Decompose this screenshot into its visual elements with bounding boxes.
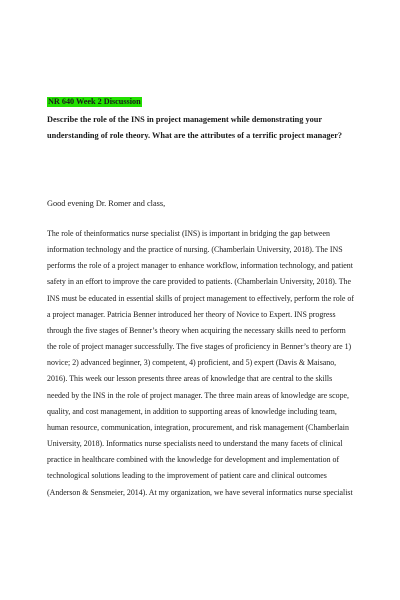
body-paragraph — [47, 226, 359, 501]
body-line: The role of theinformatics nurse specialist (INS) is important in bridging the gap between — [47, 229, 330, 238]
body-line: needed by the INS in the role of project manager. The three main areas of knowledge are scope, — [47, 390, 349, 400]
body-line: the role of project manager successfully. The five stages of proficiency in Benner’s theory are 1) — [47, 342, 352, 352]
document-title: NR 640 Week 2 Discussion — [48, 97, 141, 106]
body-line: novice; 2) advanced beginner, 3) competent, 4) proficient, and 5) expert (Davis & Maisano, — [47, 358, 337, 368]
body-line: human resource, communication, integration, procurement, and risk management (Chamberlain — [47, 422, 349, 432]
body-line: INS must be educated in essential skills of project management to effectively, perform the role of — [47, 293, 354, 303]
body-line: technological solutions leading to the improvement of patient care and clinical outcomes — [47, 471, 327, 481]
body-line: a project manager. Patricia Benner introduced her theory of Novice to Expert. INS progress — [47, 309, 336, 319]
greeting-text: Good evening Dr. Romer and class, — [47, 199, 166, 208]
discussion-prompt — [47, 112, 367, 143]
prompt-line: understanding of role theory. What are the attributes of a terrific project manager? — [47, 130, 343, 140]
body-line: quality, and cost management, in addition to supporting areas of knowledge including team, — [47, 406, 337, 416]
prompt-line: Describe the role of the INS in project management while demonstrating your — [47, 115, 323, 124]
body-line: (Anderson & Sensmeier, 2014). At my organization, we have several informatics nurse specialist — [47, 487, 353, 497]
body-line: 2016). This week our lesson presents three areas of knowledge that are central to the skills — [47, 374, 333, 384]
body-line: information technology and the practice of nursing. (Chamberlain University, 2018). The INS — [47, 245, 343, 255]
body-line: performs the role of a project manager to enhance workflow, information technology, and patient — [47, 261, 353, 271]
body-line: practice in healthcare combined with the knowledge for development and implementation of — [47, 455, 340, 465]
body-line: through the five stages of Benner’s theory when acquiring the necessary skills need to perform — [47, 325, 346, 335]
body-line: safety in an effort to improve the care provided to patients. (Chamberlain University, 2018). The — [47, 277, 351, 287]
body-line: University, 2018). Informatics nurse specialists need to understand the many facets of clinical — [47, 439, 343, 449]
